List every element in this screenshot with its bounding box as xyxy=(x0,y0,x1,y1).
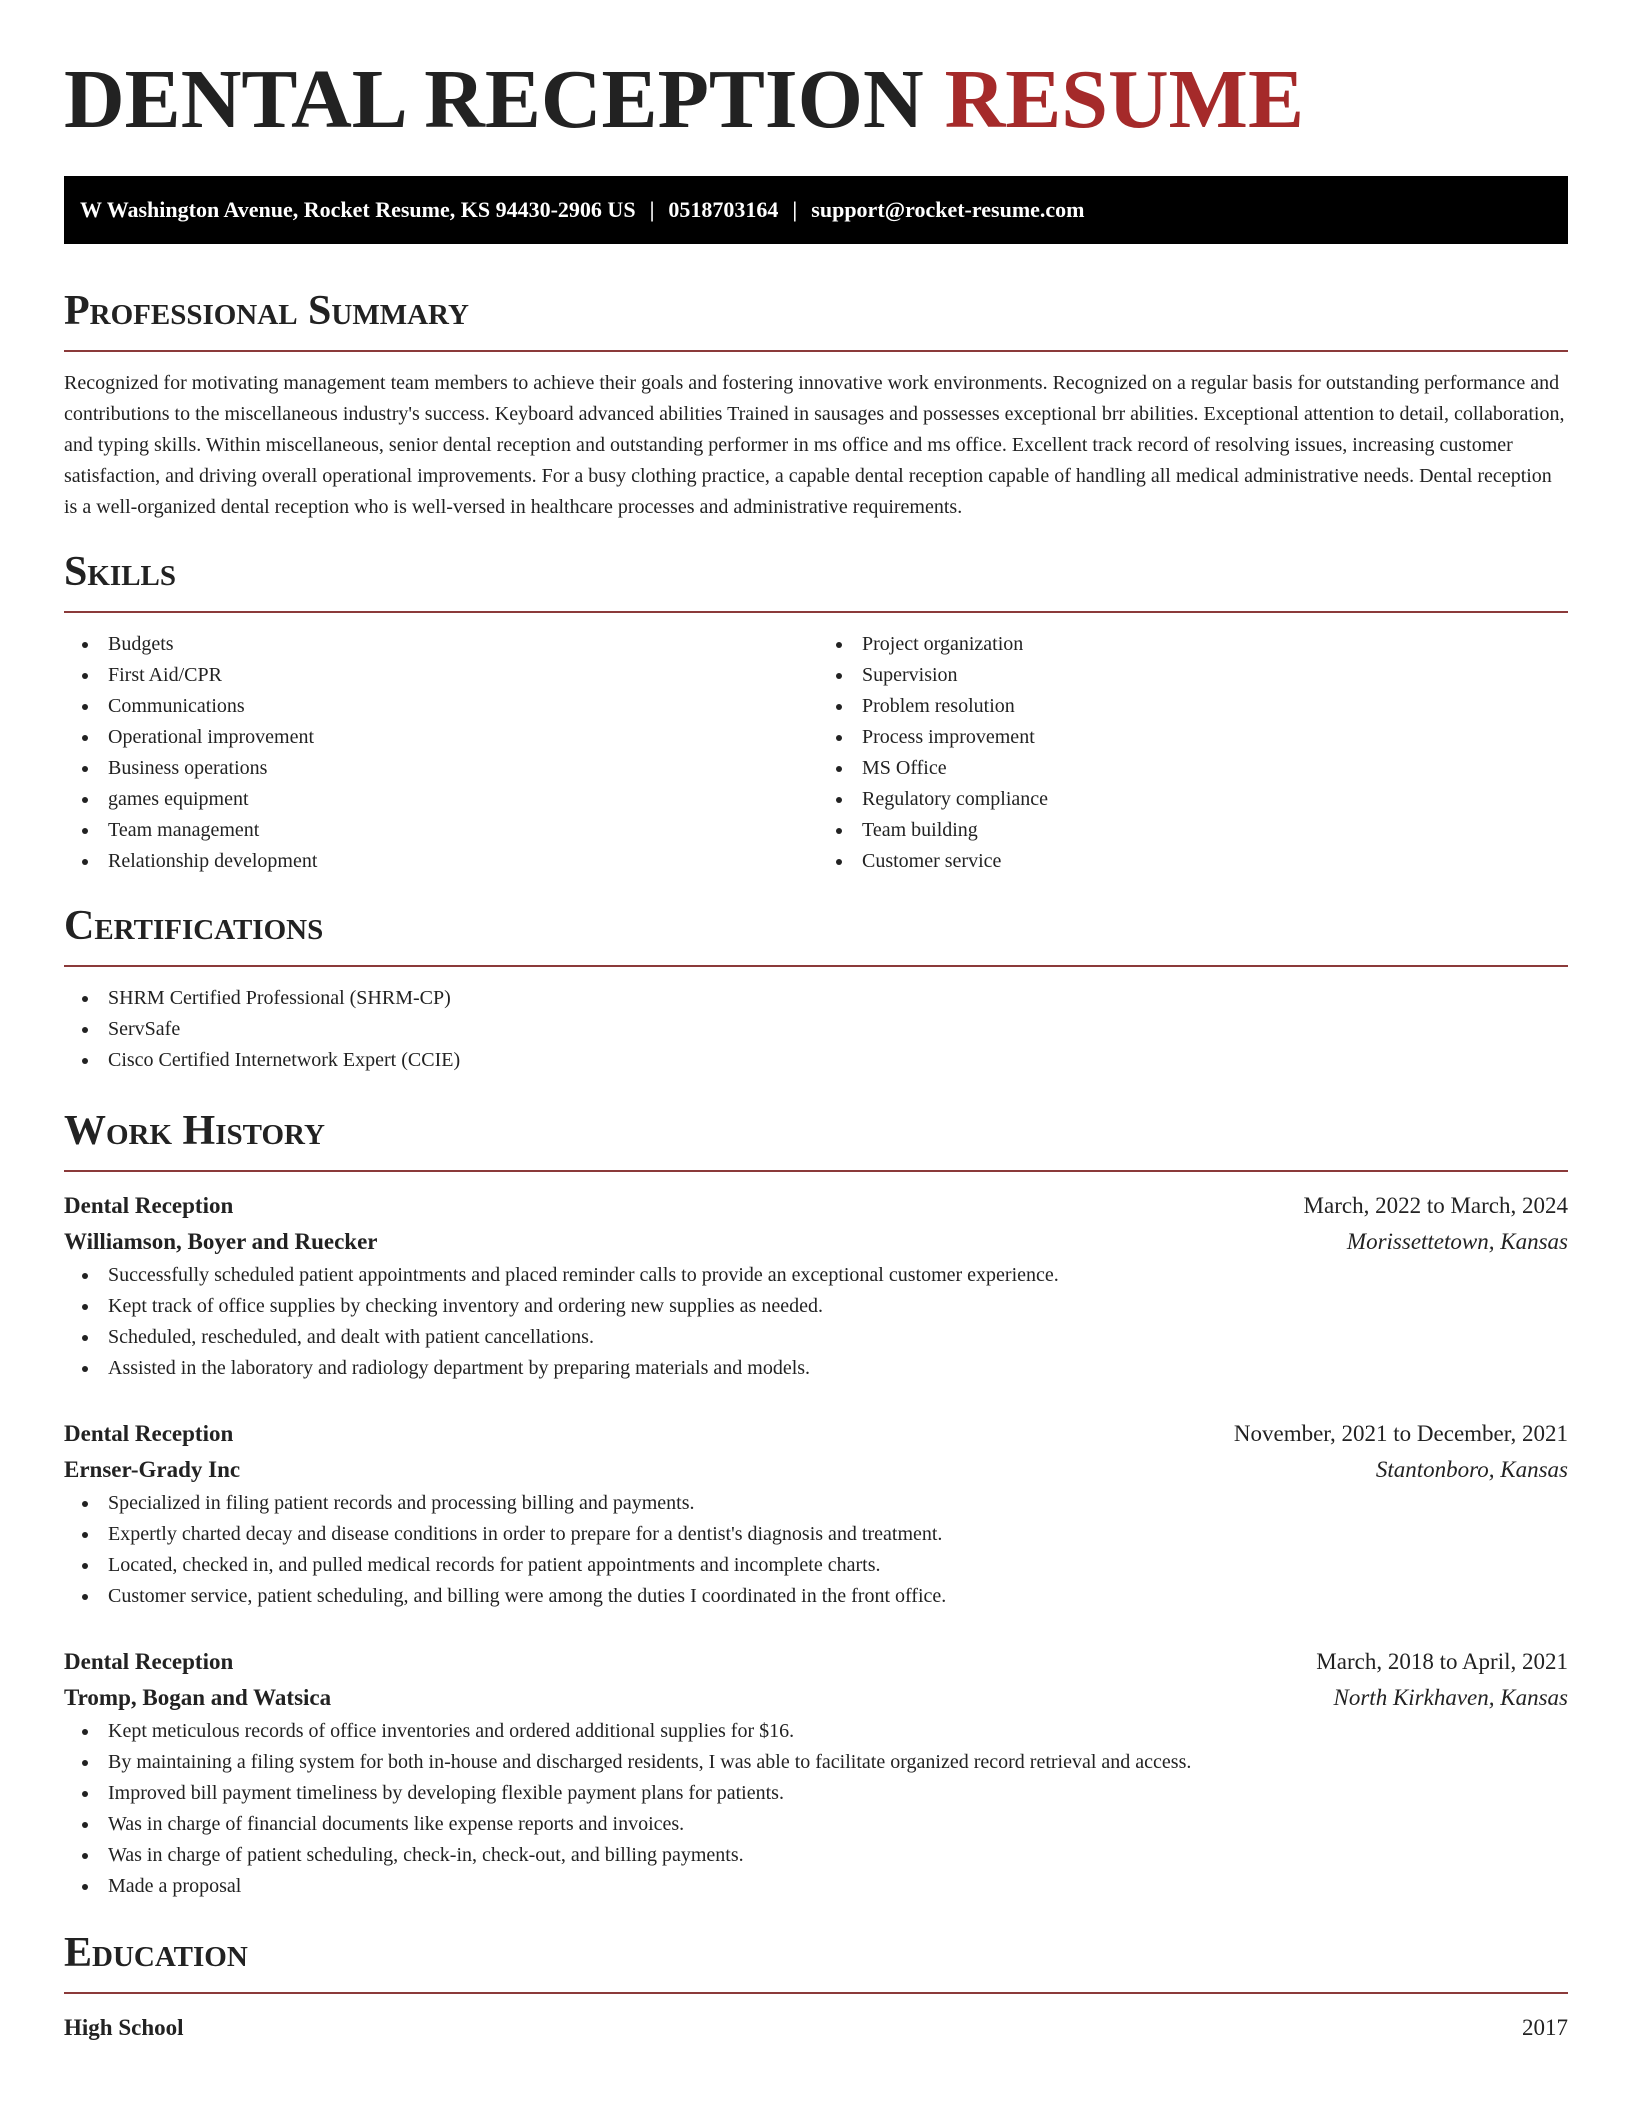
skill-item: MS Office xyxy=(818,753,1568,784)
education-degree: High School xyxy=(64,2015,184,2040)
job-duty-item: By maintaining a filing system for both in-house and discharged residents, I was able to facilitate organized record retrieval and access. xyxy=(64,1747,1568,1778)
job-company-row xyxy=(64,1680,1568,1716)
skill-item: Process improvement xyxy=(818,722,1568,753)
skills-column-right xyxy=(814,629,1568,877)
skill-item: Business operations xyxy=(64,753,814,784)
job-duty-item: Kept track of office supplies by checking inventory and ordering new supplies as needed. xyxy=(64,1291,1568,1322)
job-duty-item: Kept meticulous records of office inventories and ordered additional supplies for $16. xyxy=(64,1716,1568,1747)
education-year: 2017 xyxy=(1522,2015,1568,2040)
job-duty-item: Was in charge of financial documents like expense reports and invoices. xyxy=(64,1809,1568,1840)
job-dates: November, 2021 to December, 2021 xyxy=(1233,1421,1568,1446)
skill-item: games equipment xyxy=(64,784,814,815)
job-title: Dental Reception xyxy=(64,1649,234,1674)
job-duty-item: Was in charge of patient scheduling, check-in, check-out, and billing payments. xyxy=(64,1840,1568,1871)
skills-column-left xyxy=(64,629,814,877)
education-heading: Education xyxy=(64,1930,248,1976)
section-divider xyxy=(64,1992,1568,1994)
skill-item: Team management xyxy=(64,815,814,846)
contact-phone: 0518703164 xyxy=(668,197,779,222)
skill-item: Team building xyxy=(818,815,1568,846)
job-company: Williamson, Boyer and Ruecker xyxy=(64,1229,378,1254)
title-accent: RESUME xyxy=(944,53,1304,146)
skill-item: Project organization xyxy=(818,629,1568,660)
skill-item: Budgets xyxy=(64,629,814,660)
job-duties-list xyxy=(64,1260,1568,1384)
title-main: DENTAL RECEPTION xyxy=(64,53,924,146)
job-company-row xyxy=(64,1224,1568,1260)
skill-item: First Aid/CPR xyxy=(64,660,814,691)
job-location: Stantonboro, Kansas xyxy=(1375,1457,1568,1482)
job-entry xyxy=(64,1644,1568,1902)
certifications-section xyxy=(64,901,1568,1076)
section-divider xyxy=(64,350,1568,352)
job-duty-item: Assisted in the laboratory and radiology department by preparing materials and models. xyxy=(64,1353,1568,1384)
job-company-row xyxy=(64,1452,1568,1488)
skill-item: Regulatory compliance xyxy=(818,784,1568,815)
education-entry xyxy=(64,2010,1568,2046)
job-dates: March, 2022 to March, 2024 xyxy=(1303,1193,1568,1218)
job-title: Dental Reception xyxy=(64,1193,234,1218)
skills-heading: Skills xyxy=(64,549,177,595)
job-duty-item: Successfully scheduled patient appointments and placed reminder calls to provide an exceptional customer experience. xyxy=(64,1260,1568,1291)
skill-item: Customer service xyxy=(818,846,1568,877)
job-duty-item: Specialized in filing patient records and processing billing and payments. xyxy=(64,1488,1568,1519)
job-duties-list xyxy=(64,1716,1568,1902)
work-history-heading: Work History xyxy=(64,1108,325,1154)
job-duty-item: Customer service, patient scheduling, and billing were among the duties I coordinated in the front office. xyxy=(64,1581,1568,1612)
skill-item: Relationship development xyxy=(64,846,814,877)
job-location: North Kirkhaven, Kansas xyxy=(1333,1685,1568,1710)
job-duty-item: Scheduled, rescheduled, and dealt with patient cancellations. xyxy=(64,1322,1568,1353)
job-duty-item: Expertly charted decay and disease conditions in order to prepare for a dentist's diagnosis and treatment. xyxy=(64,1519,1568,1550)
skills-list-right xyxy=(818,629,1568,877)
section-divider xyxy=(64,611,1568,613)
job-duty-item: Located, checked in, and pulled medical records for patient appointments and incomplete charts. xyxy=(64,1550,1568,1581)
contact-address: W Washington Avenue, Rocket Resume, KS 94430-2906 US xyxy=(80,197,636,222)
education-section xyxy=(64,1928,1568,2046)
job-header-row xyxy=(64,1644,1568,1680)
skill-item: Communications xyxy=(64,691,814,722)
job-company: Tromp, Bogan and Watsica xyxy=(64,1685,332,1710)
certifications-list xyxy=(64,983,1568,1076)
job-header-row xyxy=(64,1416,1568,1452)
job-title: Dental Reception xyxy=(64,1421,234,1446)
skill-item: Supervision xyxy=(818,660,1568,691)
job-duty-item: Improved bill payment timeliness by developing flexible payment plans for patients. xyxy=(64,1778,1568,1809)
job-company: Ernser-Grady Inc xyxy=(64,1457,241,1482)
section-divider xyxy=(64,1170,1568,1172)
job-entry xyxy=(64,1188,1568,1384)
resume-title xyxy=(64,0,1568,146)
skills-grid xyxy=(64,629,1568,877)
skills-list-left xyxy=(64,629,814,877)
skill-item: Problem resolution xyxy=(818,691,1568,722)
summary-heading: Professional Summary xyxy=(64,288,469,334)
certifications-heading: Certifications xyxy=(64,903,324,949)
work-history-section xyxy=(64,1106,1568,1902)
contact-bar xyxy=(64,176,1568,244)
section-divider xyxy=(64,965,1568,967)
summary-text: Recognized for motivating management team members to achieve their goals and fostering innovative work environments. Recognized on a regular basis for outstanding performance and contributions to the miscellaneous industry's success. Keyboard advanced abilities Trained in sausages and possesses exceptional brr abilities. Exceptional attention to detail, collaboration, and typing skills. Within miscellaneous, senior dental reception and outstanding performer in ms office and ms office. Excellent track record of resolving issues, increasing customer satisfaction, and driving overall operational improvements. For a busy clothing practice, a capable dental reception capable of handling all medical administrative needs. Dental reception is a well-organized dental reception who is well-versed in healthcare processes and administrative requirements. xyxy=(64,372,1565,518)
contact-email: support@rocket-resume.com xyxy=(811,197,1085,222)
contact-separator: | xyxy=(649,197,655,222)
certification-item: SHRM Certified Professional (SHRM-CP) xyxy=(64,983,1568,1014)
job-entry xyxy=(64,1416,1568,1612)
job-duties-list xyxy=(64,1488,1568,1612)
job-duty-item: Made a proposal xyxy=(64,1871,1568,1902)
summary-section xyxy=(64,286,1568,523)
job-header-row xyxy=(64,1188,1568,1224)
skills-section xyxy=(64,547,1568,877)
certification-item: ServSafe xyxy=(64,1014,1568,1045)
certification-item: Cisco Certified Internetwork Expert (CCIE) xyxy=(64,1045,1568,1076)
skill-item: Operational improvement xyxy=(64,722,814,753)
job-location: Morissettetown, Kansas xyxy=(1346,1229,1568,1254)
job-dates: March, 2018 to April, 2021 xyxy=(1316,1649,1568,1674)
contact-separator: | xyxy=(792,197,798,222)
